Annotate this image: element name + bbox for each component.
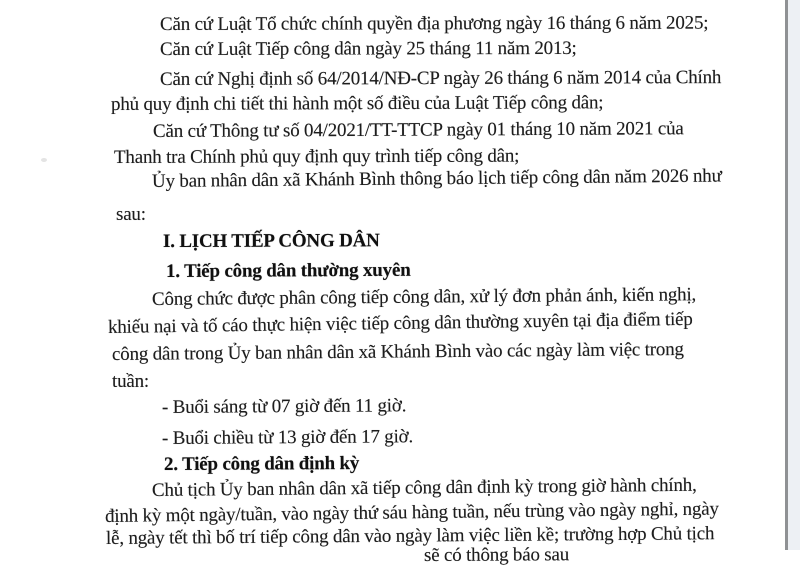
scan-page-edge xyxy=(785,0,788,550)
para-regular-reception-2: khiếu nại và tố cáo thực hiện việc tiếp công dân thường xuyên tại địa điểm tiếp xyxy=(107,308,693,338)
bullet-afternoon-hours: - Buổi chiều từ 13 giờ đến 17 giờ. xyxy=(161,426,414,449)
para-periodic-reception-2: định kỳ một ngày/tuần, vào ngày thứ sáu hàng tuần, nếu trùng vào ngày nghỉ, ngày xyxy=(104,498,719,527)
heading-subsection-2: 2. Tiếp công dân định kỳ xyxy=(163,452,360,475)
line-announcement-2: sau: xyxy=(116,204,146,225)
scanner-background-margin xyxy=(788,0,800,550)
para-regular-reception-4: tuần: xyxy=(112,371,149,392)
scan-artifact-smudge xyxy=(41,158,47,162)
bullet-morning-hours: - Buổi sáng từ 07 giờ đến 11 giờ. xyxy=(161,395,407,418)
para-regular-reception-1: Công chức được phân công tiếp công dân, xử lý đơn phản ánh, kiến nghị, xyxy=(151,284,697,310)
para-periodic-reception-3: lễ, ngày tết thì bố trí tiếp công dân vào ngày làm việc liền kề; trường hợp Chủ tịch xyxy=(105,523,715,549)
line-partial-bottom-cutoff: sẽ có thông báo sau xyxy=(423,544,570,566)
para-periodic-reception-1: Chủ tịch Ủy ban nhân dân xã tiếp công dân định kỳ trong giờ hành chính, xyxy=(151,474,697,501)
line-announcement-1: Ủy ban nhân dân xã Khánh Bình thông báo lịch tiếp công dân năm 2026 như xyxy=(151,165,722,192)
line-citation-circular-04-2: Thanh tra Chính phủ quy định quy trình tiếp công dân; xyxy=(113,145,520,168)
heading-section-i: I. LỊCH TIẾP CÔNG DÂN xyxy=(162,230,380,252)
para-regular-reception-3: công dân trong Ủy ban nhân dân xã Khánh Bình vào các ngày làm việc trong xyxy=(111,339,684,365)
line-citation-law-organization: Căn cứ Luật Tổ chức chính quyền địa phương ngày 16 tháng 6 năm 2025; xyxy=(159,12,709,35)
heading-subsection-1: 1. Tiếp công dân thường xuyên xyxy=(165,259,411,282)
line-citation-circular-04-1: Căn cứ Thông tư số 04/2021/TT-TTCP ngày 01 tháng 10 năm 2021 của xyxy=(152,118,684,142)
line-citation-decree-64-1: Căn cứ Nghị định số 64/2014/NĐ-CP ngày 26 tháng 6 năm 2014 của Chính xyxy=(159,67,722,90)
line-citation-decree-64-2: phủ quy định chi tiết thi hành một số điều của Luật Tiếp công dân; xyxy=(110,92,604,115)
line-citation-law-reception: Căn cứ Luật Tiếp công dân ngày 25 tháng 11 năm 2013; xyxy=(159,37,577,60)
